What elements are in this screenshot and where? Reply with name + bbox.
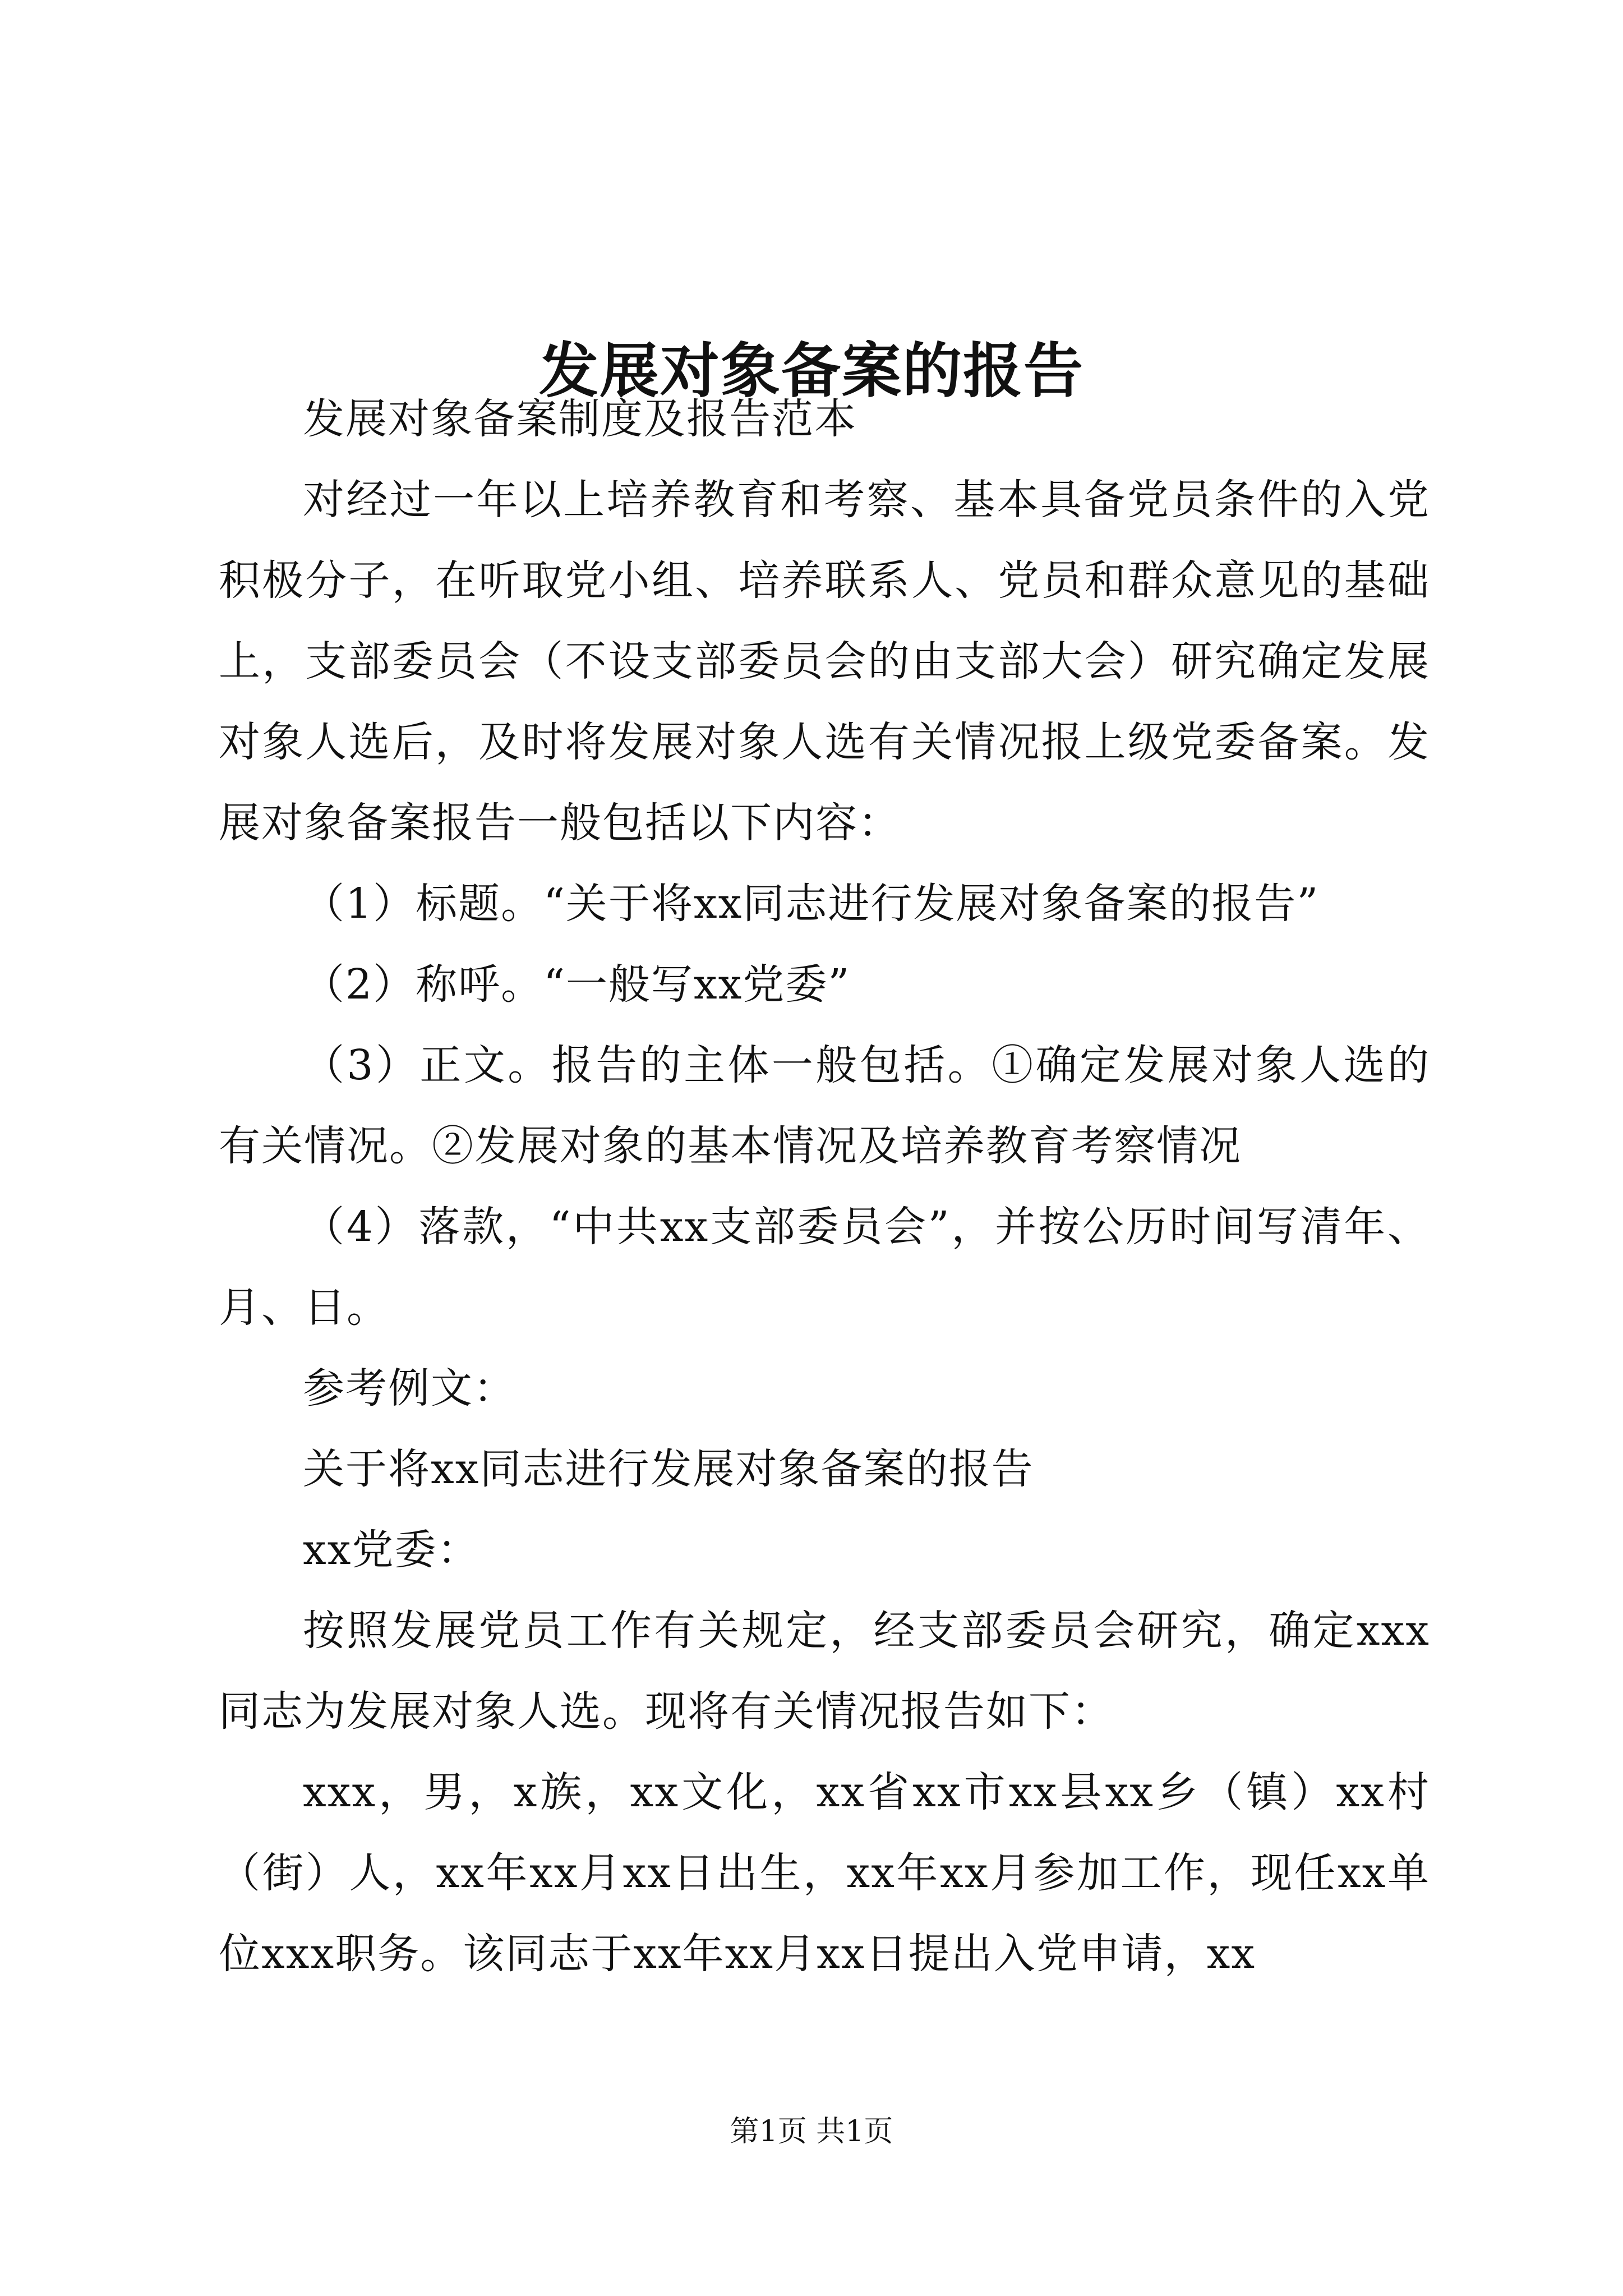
paragraph-example-opening: 按照发展党员工作有关规定，经支部委员会研究，确定xxx同志为发展对象人选。现将有关情况报告如下： (219, 1607, 1430, 1736)
paragraph-item-signature: （4）落款，“中共xx支部委员会”，并按公历时间写清年、月、日。 (219, 1203, 1430, 1332)
paragraph-example-salutation: xx党委： (303, 1526, 480, 1574)
paragraph-intro: 对经过一年以上培养教育和考察、基本具备党员条件的入党积极分子，在听取党小组、培养联系人、党员和群众意见的基础上，支部委员会（不设支部委员会的由支部大会）研究确定发展对象人选后，及时将发展对象人选有关情况报上级党委备案。发展对象备案报告一般包括以下内容： (219, 476, 1430, 847)
paragraph-item-title: （1）标题。“关于将xx同志进行发展对象备案的报告” (303, 880, 1320, 928)
paragraph-example-heading: 参考例文： (303, 1364, 516, 1412)
paragraph-item-salutation: （2）称呼。“一般写xx党委” (303, 960, 851, 1009)
page-footer: 第1页 共1页 (730, 2115, 893, 2148)
document-title: 发展对象备案的报告 (539, 335, 1084, 406)
paragraph-example-details: xxx，男，x族，xx文化，xx省xx市xx县xx乡（镇）xx村（街）人，xx年xx月xx日出生，xx年xx月参加工作，现任xx单位xxx职务。该同志于xx年xx月xx日提出入党申请，xx (219, 1768, 1430, 1978)
paragraph-item-body: （3）正文。报告的主体一般包括。①确定发展对象人选的有关情况。②发展对象的基本情况及培养教育考察情况 (219, 1041, 1430, 1170)
paragraph-example-title: 关于将xx同志进行发展对象备案的报告 (303, 1445, 1034, 1493)
paragraph-subtitle: 发展对象备案制度及报告范本 (303, 395, 857, 443)
document-body (219, 379, 1430, 1994)
